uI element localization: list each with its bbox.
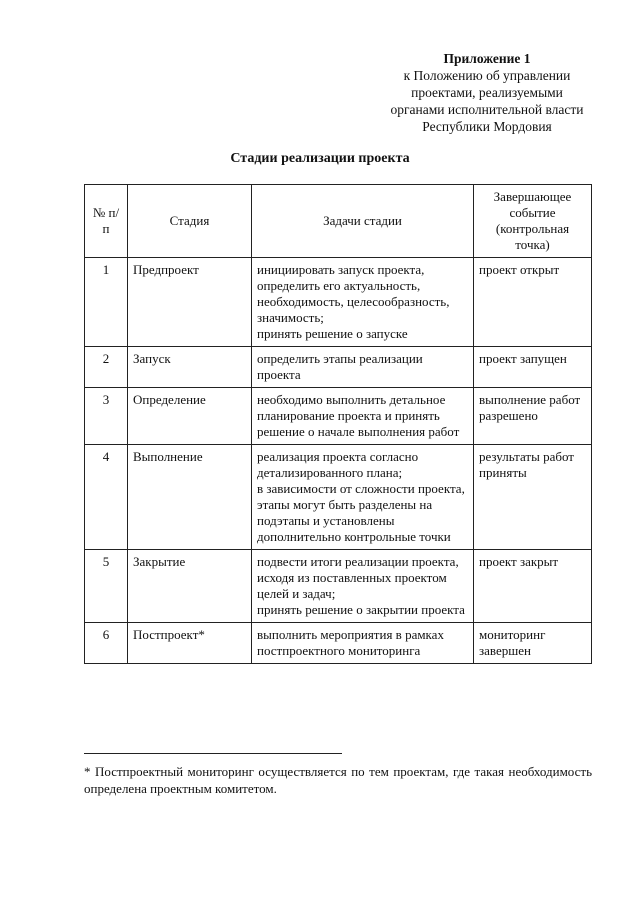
row-stage: Закрытие <box>128 550 252 623</box>
row-number: 2 <box>85 347 128 388</box>
table-row <box>85 445 592 550</box>
row-tasks <box>252 550 474 623</box>
header-tasks: Задачи стадии <box>252 185 474 258</box>
row-stage: Выполнение <box>128 445 252 550</box>
table-body <box>85 258 592 664</box>
document-title: Стадии реализации проекта <box>230 151 410 166</box>
row-stage: Запуск <box>128 347 252 388</box>
row-tasks <box>252 258 474 347</box>
row-number: 1 <box>85 258 128 347</box>
row-event: мониторинг завершен <box>474 623 592 664</box>
appendix-line: Республики Мордовия <box>422 119 552 134</box>
task-text: принять решение о запуске <box>257 326 408 341</box>
task-text: выполнить мероприятия в рамках постпроектного мониторинга <box>257 627 444 658</box>
header-number: № п/п <box>85 185 128 258</box>
table-row <box>85 550 592 623</box>
footnote: * Постпроектный мониторинг осуществляется по тем проектам, где такая необходимость определена проектным комитетом. <box>84 764 592 796</box>
row-event: проект открыт <box>474 258 592 347</box>
task-text: необходимо выполнить детальное планирование проекта и принять решение о начале выполнения работ <box>257 392 460 439</box>
header-stage: Стадия <box>128 185 252 258</box>
appendix-header <box>372 50 602 135</box>
row-stage: Предпроект <box>128 258 252 347</box>
task-text: в зависимости от сложности проекта, этапы могут быть разделены на подэтапы и установлены дополнительно контрольные точки <box>257 481 465 544</box>
row-number: 3 <box>85 388 128 445</box>
row-stage: Постпроект* <box>128 623 252 664</box>
task-text: инициировать запуск проекта, определить его актуальность, необходимость, целесообразность, значимость; <box>257 262 450 325</box>
stages-table <box>84 184 592 664</box>
row-tasks <box>252 347 474 388</box>
row-event: проект закрыт <box>474 550 592 623</box>
task-text: принять решение о закрытии проекта <box>257 602 465 617</box>
row-event: проект запущен <box>474 347 592 388</box>
footnote-divider <box>84 753 342 754</box>
row-number: 5 <box>85 550 128 623</box>
task-text: определить этапы реализации проекта <box>257 351 423 382</box>
row-stage: Определение <box>128 388 252 445</box>
table-header-row <box>85 185 592 258</box>
row-tasks <box>252 623 474 664</box>
row-event: результаты работ приняты <box>474 445 592 550</box>
row-tasks <box>252 445 474 550</box>
row-number: 4 <box>85 445 128 550</box>
row-number: 6 <box>85 623 128 664</box>
table-row <box>85 388 592 445</box>
row-event: выполнение работ разрешено <box>474 388 592 445</box>
appendix-title: Приложение 1 <box>443 51 531 66</box>
row-tasks <box>252 388 474 445</box>
table-row <box>85 347 592 388</box>
table-row <box>85 623 592 664</box>
appendix-line: к Положению об управлении <box>403 68 571 83</box>
task-text: подвести итоги реализации проекта, исходя из поставленных проектом целей и задач; <box>257 554 459 601</box>
task-text: реализация проекта согласно детализированного плана; <box>257 449 419 480</box>
table-row <box>85 258 592 347</box>
appendix-line: органами исполнительной власти <box>390 102 584 117</box>
appendix-line: проектами, реализуемыми <box>411 85 563 100</box>
header-event: Завершающее событие (контрольная точка) <box>474 185 592 258</box>
